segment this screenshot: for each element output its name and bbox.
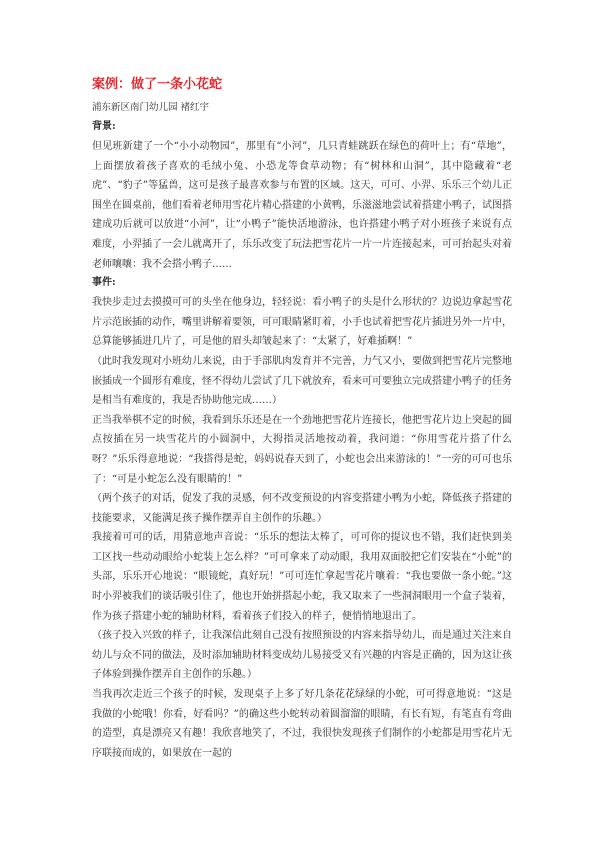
document-author: 浦东新区南门幼儿园 褚红宇: [92, 102, 210, 113]
reflection-note: （此时我发现对小班幼儿来说，由于手部肌肉发育并不完善，力气又小，要做到把雪花片完整地嵌插成一个圆形有难度，怪不得幼儿尝试了几下就放弃，看来可可要独立完成搭建小鸭子的任务是相当有难度的，我是否协助他完成……）: [92, 355, 512, 407]
paragraph: 正当我举棋不定的时候，我看到乐乐还是在一个劲地把雪花片连接长，他把雪花片边上突起的圆点按插在另一块雪花片的小圆洞中，大拇指灵活地按动着，我问道：“你用雪花片搭了什么呀？”乐乐得意地说：“我搭得是蛇，妈妈说春天到了，小蛇也会出来游泳的！”一旁的可可也乐了：“可是小蛇怎么没有眼睛的！”: [92, 414, 512, 485]
section-event: [92, 274, 512, 763]
reflection-note: （孩子投入兴致的样子，让我深信此刻自己没有按照预设的内容来指导幼儿，而是通过关注来自幼儿与众不同的做法，及时添加辅助材料变成幼儿易接受又有兴趣的内容是正确的，因为这让孩子体验到操作摆弄自主创作的乐趣。）: [92, 630, 512, 681]
document-body: [92, 76, 512, 763]
paragraph: 但见班新建了一个“小小动物园”，那里有“小河”，几只青蛙跳跃在绿色的荷叶上；有“草地”，上面摆放着孩子喜欢的毛绒小兔、小恐龙等食草动物；有“树林和山洞”，其中隐藏着“老虎”、“豹子”等猛兽，这可是孩子最喜欢参与布置的区域。这天，可可、小羿、乐乐三个幼儿正围坐在圆桌前，他们看着老师用雪花片精心搭建的小黄鸭，乐滋滋地尝试着搭建小鸭子，试图搭建成功后就可以放进“小河”，让“小鸭子”能快活地游泳，也许搭建小鸭子对小班孩子来说有点难度，小羿插了一会儿就离开了，乐乐改变了玩法把雪花片一片一片连接起来，可可抬起头对着老师嚷嚷：我不会搭小鸭子……: [92, 141, 512, 270]
paragraph: 当我再次走近三个孩子的时候，发现桌子上多了好几条花花绿绿的小蛇，可可得意地说：“这是我做的小蛇哦！你看，好看吗？”的确这些小蛇转动着圆溜溜的眼睛，有长有短，有笔直有弯曲的造型，真是漂亮又有趣！我欣喜地笑了，不过，我很快发现孩子们制作的小蛇都是用雪花片无序联接而成的，如果放在一起的: [92, 689, 512, 759]
paragraph: 我接着可可的话，用猜意地声音说：“乐乐的想法太棒了，可可你的提议也不错，我们赶快到美工区找一些动动眼给小蛇装上怎么样？”可可拿来了动动眼，我用双面胶把它们安装在“小蛇”的头部，乐乐开心地说：“眼镜蛇，真好玩！”可可连忙拿起雪花片嚷着：“我也要做一条小蛇。”这时小羿被我们的谈话吸引住了，他也开始拼搭起小蛇，我又取来了一些洞洞眼用一个盒子装着，作为孩子搭建小蛇的辅助材料，看着孩子们投入的样子，便悄悄地退出了。: [92, 532, 512, 622]
section-heading: 事件:: [92, 277, 116, 289]
document-title: 案例：做了一条小花蛇: [92, 77, 223, 92]
section-background: [92, 118, 512, 274]
reflection-note: （两个孩子的对话，促发了我的灵感，何不改变预设的内容变搭建小鸭为小蛇，降低孩子搭建的技能要求，又能满足孩子操作摆弄自主创作的乐趣。）: [92, 493, 512, 524]
paragraph: 我快步走过去摸摸可可的头坐在他身边，轻轻说：看小鸭子的头是什么形状的？边说边拿起雪花片示范嵌插的动作，嘴里讲解着要领，可可眼睛紧盯着，小手也试着把雪花片插进另外一片中，总算能够插进几片了，可是他的眉头却皱起来了：“太紧了，好难插啊！”: [92, 297, 512, 348]
section-heading: 背景:: [92, 121, 116, 132]
